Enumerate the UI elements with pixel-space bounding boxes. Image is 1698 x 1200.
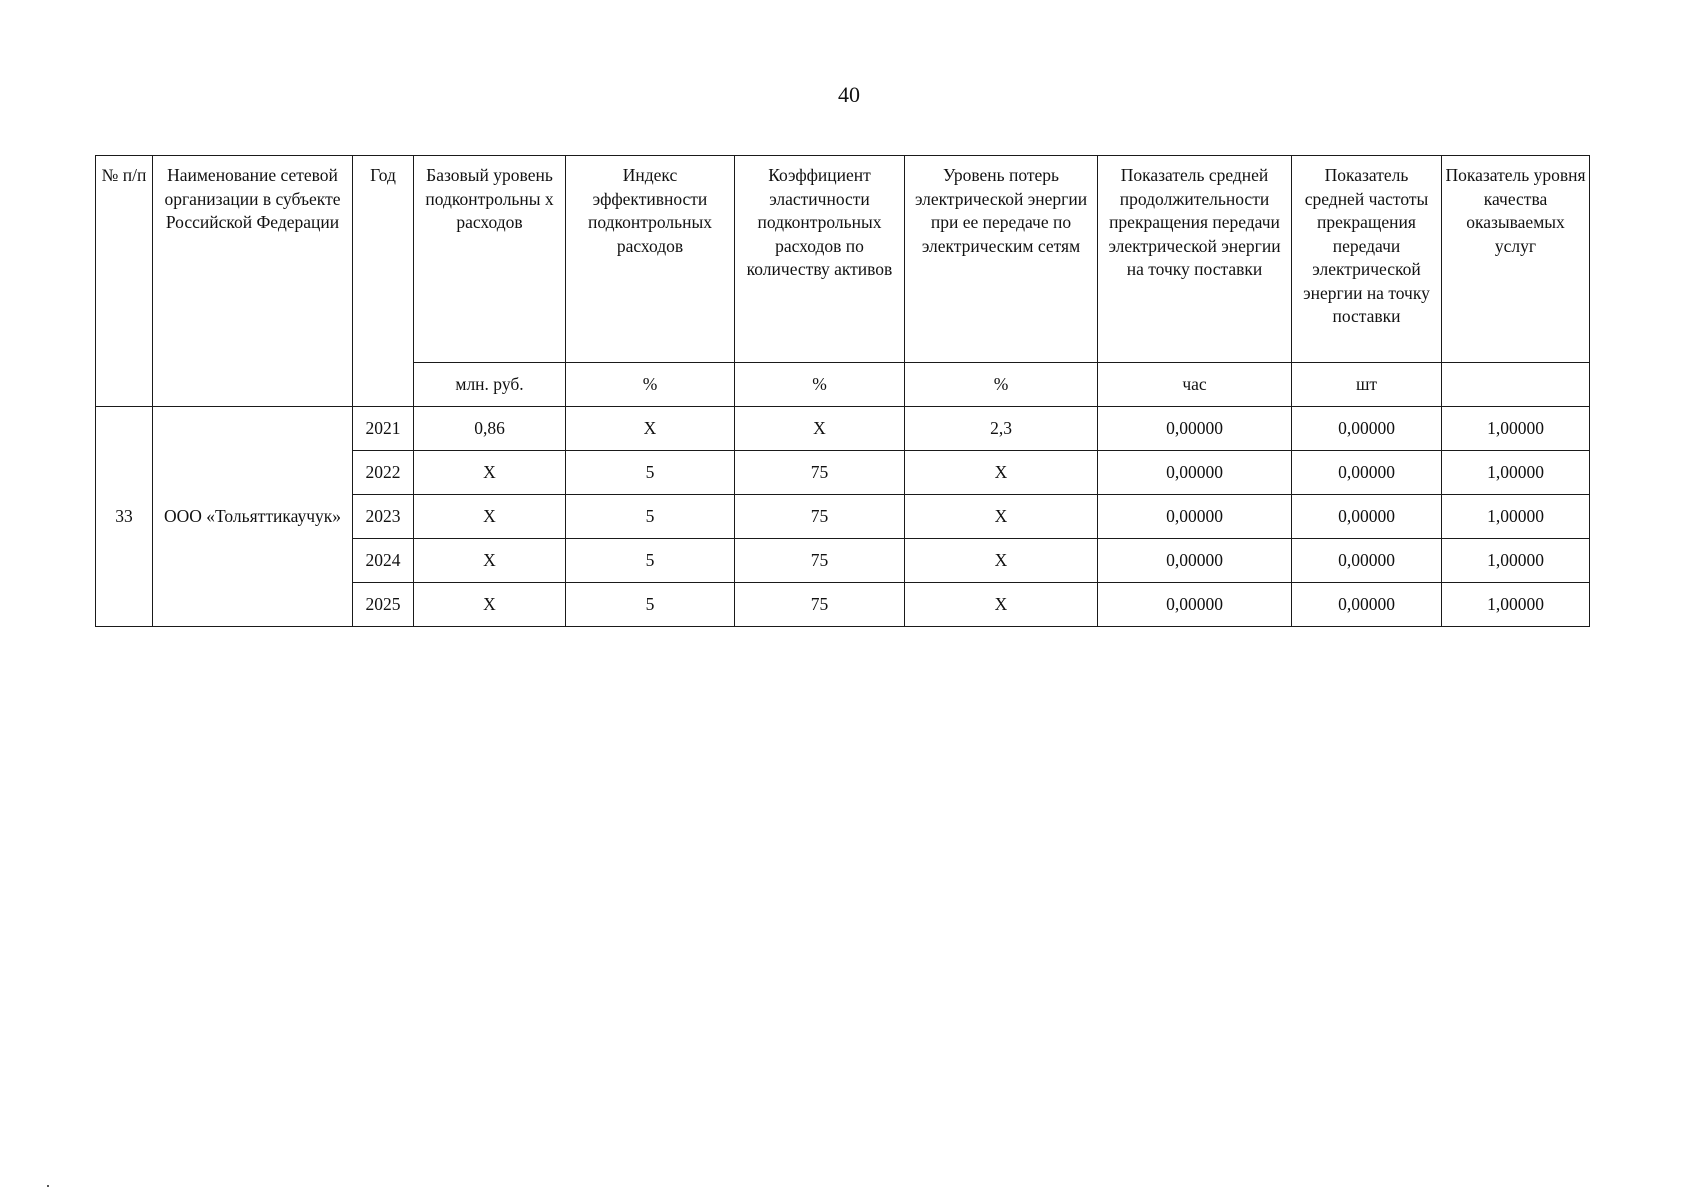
indicators-table	[95, 155, 1590, 627]
header-losses: Уровень потерь электрической энергии при ее передаче по электрическим сетям	[905, 156, 1098, 363]
cell-index: 5	[566, 583, 735, 627]
cell-base: Х	[414, 451, 566, 495]
table-row	[96, 407, 1590, 451]
cell-quality: 1,00000	[1442, 583, 1590, 627]
cell-duration: 0,00000	[1098, 583, 1292, 627]
cell-frequency: 0,00000	[1292, 583, 1442, 627]
cell-base: Х	[414, 583, 566, 627]
header-organization: Наименование сетевой организации в субъекте Российской Федерации	[153, 156, 353, 407]
unit-losses: %	[905, 363, 1098, 407]
cell-year: 2021	[353, 407, 414, 451]
cell-base: 0,86	[414, 407, 566, 451]
cell-coef: 75	[735, 583, 905, 627]
cell-duration: 0,00000	[1098, 539, 1292, 583]
entry-number: 33	[96, 407, 153, 627]
header-year: Год	[353, 156, 414, 407]
unit-avg-frequency: шт	[1292, 363, 1442, 407]
cell-coef: 75	[735, 495, 905, 539]
unit-quality	[1442, 363, 1590, 407]
unit-base-level: млн. руб.	[414, 363, 566, 407]
header-avg-frequency: Показатель средней частоты прекращения передачи электрической энергии на точку поставки	[1292, 156, 1442, 363]
header-elasticity-coef: Коэффициент эластичности подконтрольных расходов по количеству активов	[735, 156, 905, 363]
cell-losses: Х	[905, 583, 1098, 627]
cell-frequency: 0,00000	[1292, 451, 1442, 495]
page-number: 40	[838, 82, 860, 107]
cell-quality: 1,00000	[1442, 495, 1590, 539]
cell-index: 5	[566, 539, 735, 583]
cell-index: Х	[566, 407, 735, 451]
header-number: № п/п	[96, 156, 153, 407]
unit-avg-duration: час	[1098, 363, 1292, 407]
cell-quality: 1,00000	[1442, 451, 1590, 495]
cell-year: 2022	[353, 451, 414, 495]
header-row	[96, 156, 1590, 363]
cell-year: 2024	[353, 539, 414, 583]
header-efficiency-index: Индекс эффективности подконтрольных расходов	[566, 156, 735, 363]
cell-losses: Х	[905, 451, 1098, 495]
cell-index: 5	[566, 495, 735, 539]
cell-frequency: 0,00000	[1292, 407, 1442, 451]
cell-quality: 1,00000	[1442, 407, 1590, 451]
cell-coef: 75	[735, 539, 905, 583]
cell-frequency: 0,00000	[1292, 539, 1442, 583]
unit-elasticity-coef: %	[735, 363, 905, 407]
cell-losses: Х	[905, 539, 1098, 583]
cell-year: 2025	[353, 583, 414, 627]
cell-coef: Х	[735, 407, 905, 451]
cell-losses: 2,3	[905, 407, 1098, 451]
header-quality: Показатель уровня качества оказываемых услуг	[1442, 156, 1590, 363]
entry-organization: ООО «Тольяттикаучук»	[153, 407, 353, 627]
cell-frequency: 0,00000	[1292, 495, 1442, 539]
cell-duration: 0,00000	[1098, 495, 1292, 539]
scan-speck	[47, 1185, 49, 1187]
cell-base: Х	[414, 539, 566, 583]
cell-coef: 75	[735, 451, 905, 495]
header-base-level: Базовый уровень подконтрольны х расходов	[414, 156, 566, 363]
cell-index: 5	[566, 451, 735, 495]
cell-losses: Х	[905, 495, 1098, 539]
header-avg-duration: Показатель средней продолжительности прекращения передачи электрической энергии на точку поставки	[1098, 156, 1292, 363]
cell-base: Х	[414, 495, 566, 539]
cell-duration: 0,00000	[1098, 451, 1292, 495]
unit-efficiency-index: %	[566, 363, 735, 407]
cell-year: 2023	[353, 495, 414, 539]
cell-quality: 1,00000	[1442, 539, 1590, 583]
cell-duration: 0,00000	[1098, 407, 1292, 451]
